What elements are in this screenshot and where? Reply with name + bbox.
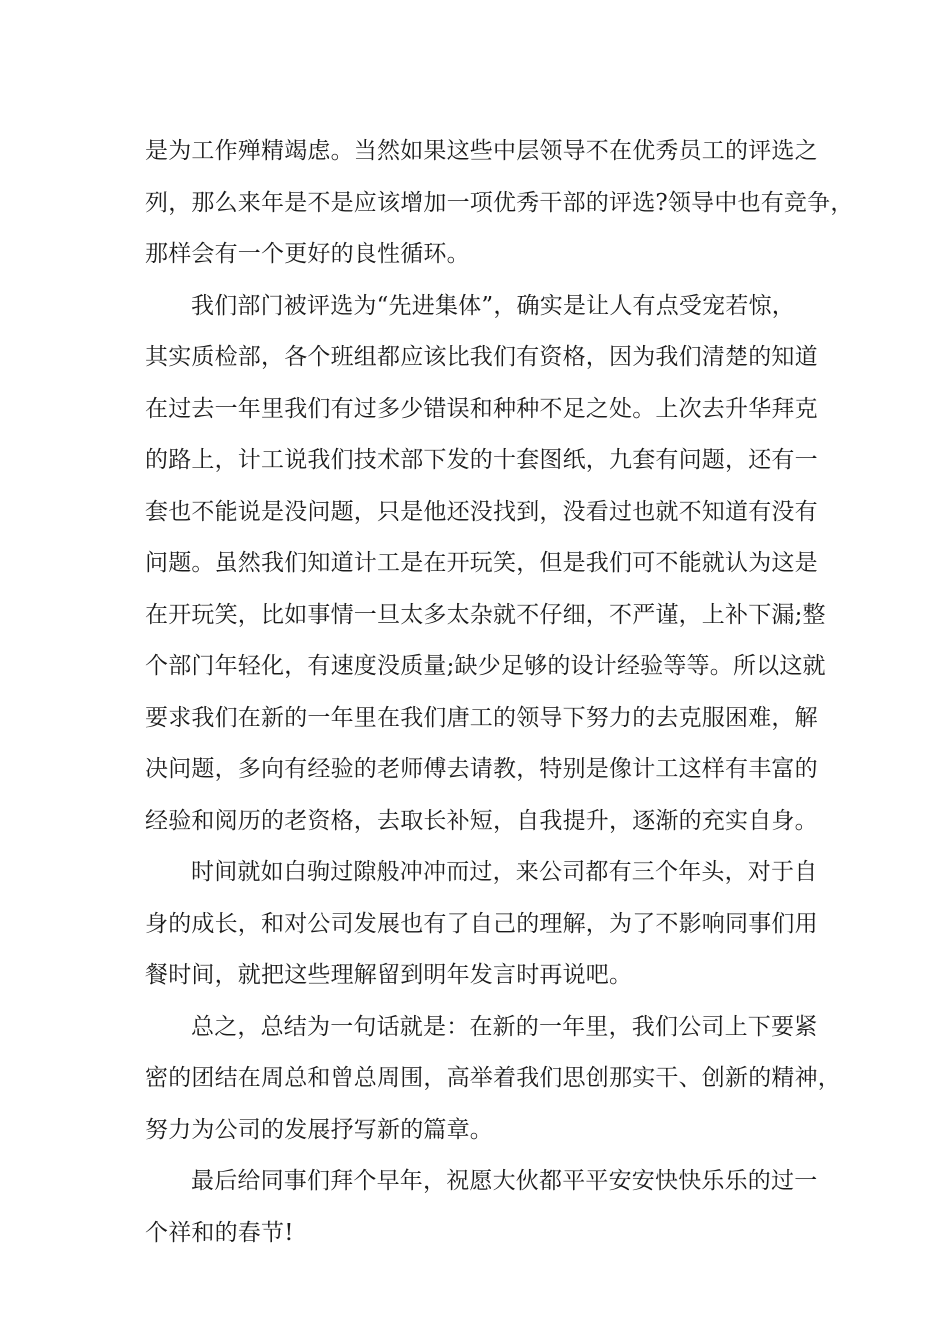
text-line: 要求我们在新的一年里在我们唐工的领导下努力的去克服困难，解	[145, 704, 818, 731]
text-line: 经验和阅历的老资格，去取长补短，自我提升，逐渐的充实自身。	[145, 807, 818, 834]
text-line: 列，那么来年是不是应该增加一项优秀干部的评选?领导中也有竞争，	[145, 189, 854, 216]
paragraph-1	[145, 126, 854, 281]
text-line: 在开玩笑，比如事情一旦太多太杂就不仔细，不严谨，上补下漏;整	[145, 601, 826, 628]
paragraph-2	[145, 281, 826, 848]
text-line: 是为工作殚精竭虑。当然如果这些中层领导不在优秀员工的评选之	[145, 138, 818, 164]
paragraph-4	[145, 1002, 841, 1157]
text-line: 决问题，多向有经验的老师傅去请教，特别是像计工这样有丰富的	[145, 756, 818, 782]
text-line: 个祥和的春节!	[145, 1219, 294, 1246]
text-line: 总之，总结为一句话就是：在新的一年里，我们公司上下要紧	[191, 1013, 818, 1040]
text-line: 时间就如白驹过隙般冲冲而过，来公司都有三个年头，对于自	[191, 859, 818, 885]
text-line: 个部门年轻化，有速度没质量;缺少足够的设计经验等等。所以这就	[145, 653, 826, 679]
text-line: 其实质检部，各个班组都应该比我们有资格，因为我们清楚的知道	[145, 344, 818, 370]
text-line: 套也不能说是没问题，只是他还没找到，没看过也就不知道有没有	[145, 498, 818, 525]
document-body	[145, 126, 854, 1259]
text-line: 密的团结在周总和曾总周围，高举着我们思创那实干、创新的精神，	[145, 1065, 841, 1091]
text-line: 身的成长，和对公司发展也有了自己的理解，为了不影响同事们用	[145, 910, 818, 937]
text-line: 的路上，计工说我们技术部下发的十套图纸，九套有问题，还有一	[145, 447, 818, 473]
text-line: 问题。虽然我们知道计工是在开玩笑，但是我们可不能就认为这是	[145, 550, 818, 576]
paragraph-3	[145, 847, 818, 1002]
text-line: 最后给同事们拜个早年，祝愿大伙都平平安安快快乐乐的过一	[191, 1168, 818, 1194]
text-line: 我们部门被评选为“先进集体”，确实是让人有点受宠若惊，	[191, 292, 795, 319]
text-line: 餐时间，就把这些理解留到明年发言时再说吧。	[145, 962, 633, 988]
paragraph-5	[145, 1156, 818, 1259]
text-line: 在过去一年里我们有过多少错误和种种不足之处。上次去升华拜克	[145, 395, 818, 422]
text-line: 努力为公司的发展抒写新的篇章。	[145, 1116, 493, 1143]
text-line: 那样会有一个更好的良性循环。	[145, 241, 470, 267]
